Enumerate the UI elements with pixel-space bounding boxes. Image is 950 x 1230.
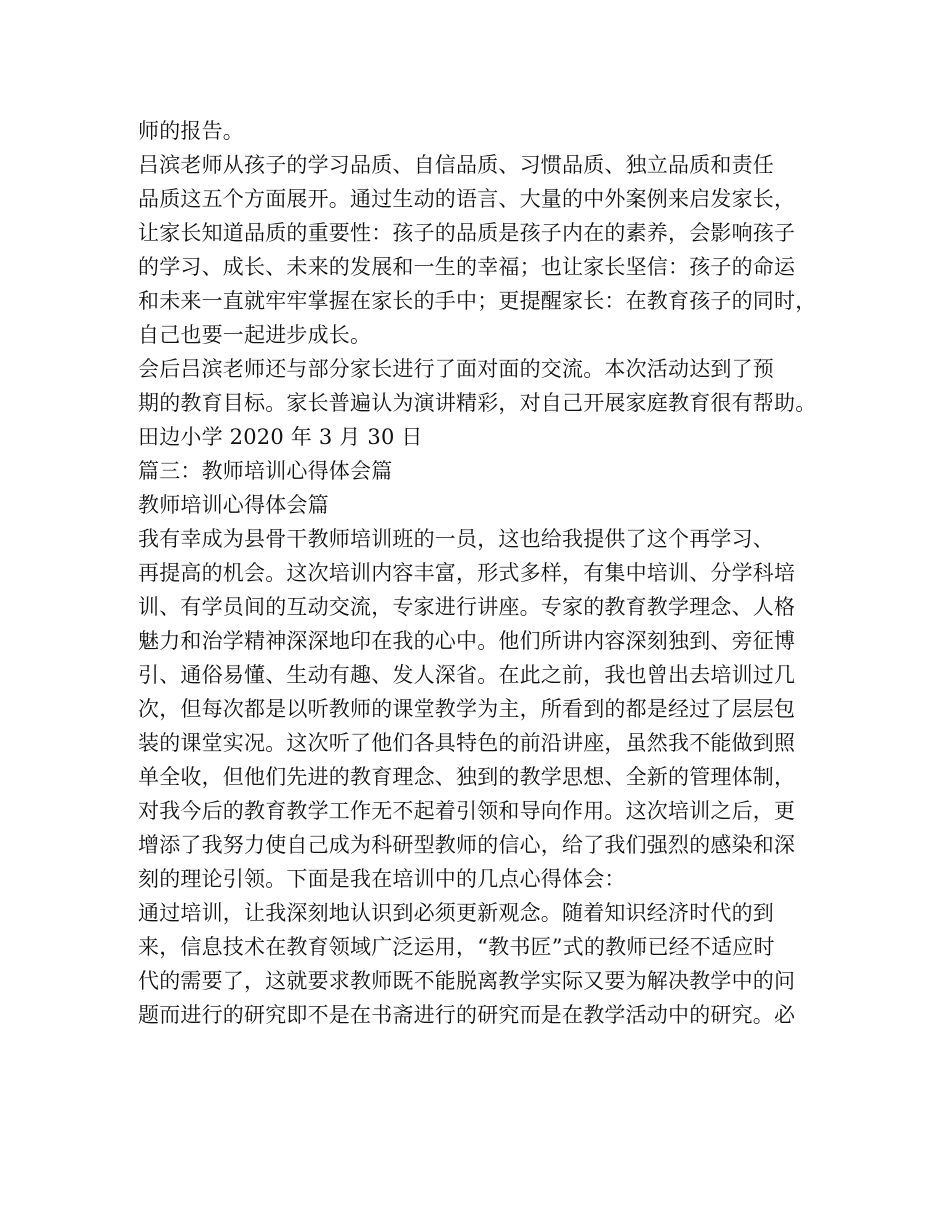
signature-date-line: 田边小学 2020 年 3 月 30 日 (138, 425, 423, 449)
text-line: 刻的理论引领。下面是我在培训中的几点心得体会： (138, 867, 626, 891)
section-heading: 篇三：教师培训心得体会篇 (138, 459, 393, 483)
text-line: 单全收，但他们先进的教育理念、独到的教学思想、全新的管理体制， (138, 765, 796, 789)
text-line: 魅力和治学精神深深地印在我的心中。他们所讲内容深刻独到、旁征博 (138, 629, 796, 653)
text-line: 吕滨老师从孩子的学习品质、自信品质、习惯品质、独立品质和责任 (138, 153, 774, 177)
text-line: 来，信息技术在教育领域广泛运用，“教书匠”式的教师已经不适应时 (138, 935, 775, 959)
text-line: 代的需要了，这就要求教师既不能脱离教学实际又要为解决教学中的问 (138, 969, 796, 993)
text-line: 我有幸成为县骨干教师培训班的一员，这也给我提供了这个再学习、 (138, 527, 774, 551)
text-line: 再提高的机会。这次培训内容丰富，形式多样，有集中培训、分学科培 (138, 561, 796, 585)
text-line: 通过培训，让我深刻地认识到必须更新观念。随着知识经济时代的到 (138, 901, 774, 925)
text-line: 的学习、成长、未来的发展和一生的幸福；也让家长坚信：孩子的命运 (138, 255, 796, 279)
text-line: 引、通俗易懂、生动有趣、发人深省。在此之前，我也曾出去培训过几 (138, 663, 796, 687)
text-line: 训、有学员间的互动交流，专家进行讲座。专家的教育教学理念、人格 (138, 595, 796, 619)
text-line: 自己也要一起进步成长。 (138, 323, 372, 347)
text-line: 期的教育目标。家长普遍认为演讲精彩，对自己开展家庭教育很有帮助。 (138, 391, 817, 415)
text-line: 次，但每次都是以听教师的课堂教学为主，所看到的都是经过了层层包 (138, 697, 796, 721)
text-line: 增添了我努力使自己成为科研型教师的信心，给了我们强烈的感染和深 (138, 833, 796, 857)
text-line: 让家长知道品质的重要性：孩子的品质是孩子内在的素养，会影响孩子 (138, 221, 796, 245)
text-line: 和未来一直就牢牢掌握在家长的手中；更提醒家长：在教育孩子的同时， (138, 289, 817, 313)
text-line: 师的报告。 (138, 119, 244, 143)
text-line: 装的课堂实况。这次听了他们各具特色的前沿讲座，虽然我不能做到照 (138, 731, 796, 755)
section-subtitle: 教师培训心得体会篇 (138, 493, 329, 517)
text-line: 会后吕滨老师还与部分家长进行了面对面的交流。本次活动达到了预 (138, 357, 774, 381)
text-line: 对我今后的教育教学工作无不起着引领和导向作用。这次培训之后，更 (138, 799, 796, 823)
text-line: 品质这五个方面展开。通过生动的语言、大量的中外案例来启发家长， (138, 187, 796, 211)
text-line: 题而进行的研究即不是在书斋进行的研究而是在教学活动中的研究。必 (138, 1003, 796, 1027)
